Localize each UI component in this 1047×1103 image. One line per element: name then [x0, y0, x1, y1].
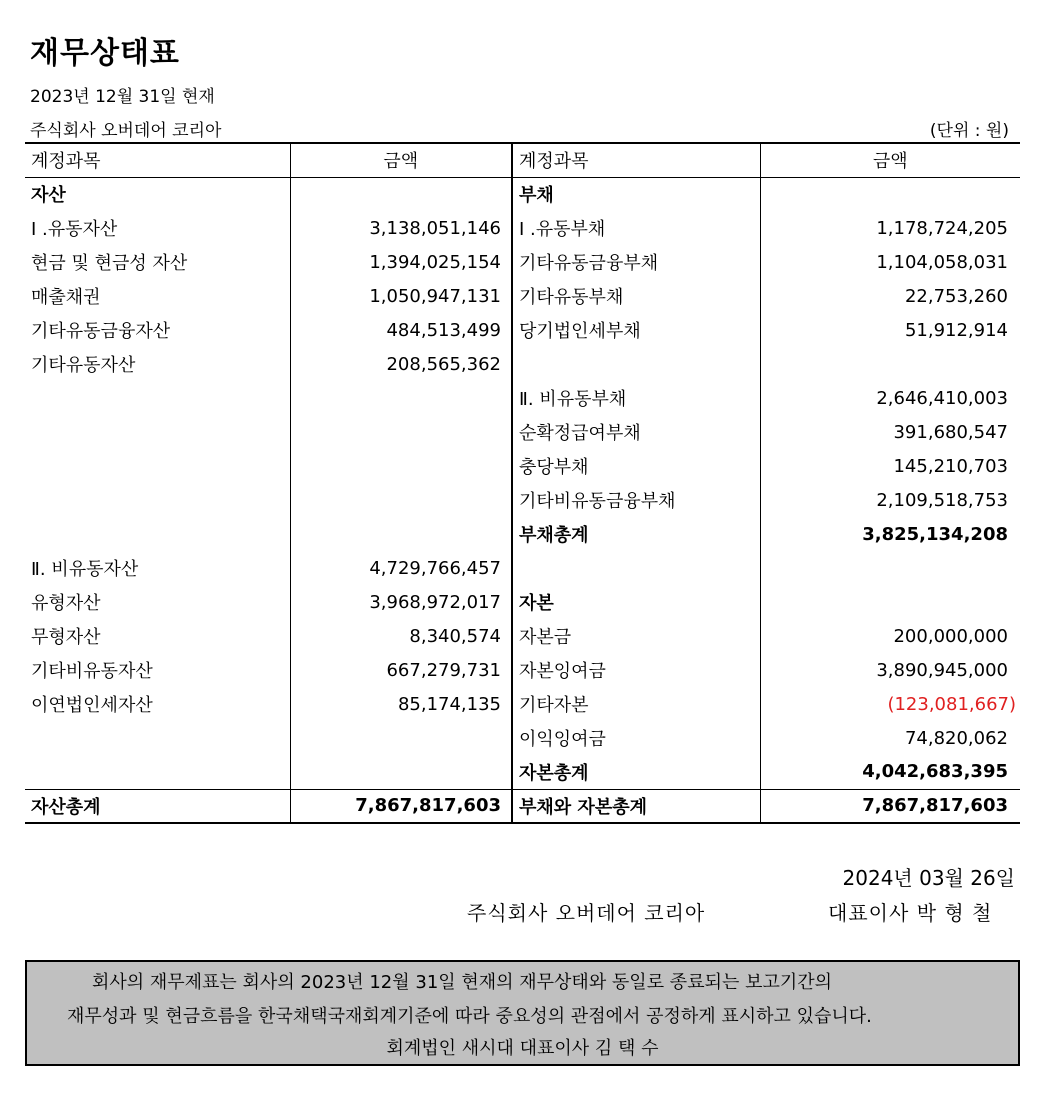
auditor-opinion-line: 재무성과 및 현금흐름을 한국채택국재회계기준에 따라 중요성의 관점에서 공정하게 표시하고 있습니다. — [67, 1006, 872, 1027]
grand-total-row — [25, 789, 1020, 823]
asset-item-value: 8,340,574 — [290, 619, 512, 653]
liability-item-label: 기타유동금융부채 — [512, 245, 760, 279]
equity-total-value: 4,042,683,395 — [760, 755, 1020, 789]
asset-item-label: 이연법인세자산 — [31, 695, 153, 716]
section-assets: 자산 — [31, 185, 66, 207]
section-liabilities: 부채 — [512, 177, 760, 211]
table-row — [25, 585, 1020, 619]
table-row — [25, 551, 1020, 585]
asset-item-value: 3,968,972,017 — [290, 585, 512, 619]
asset-item-value: 208,565,362 — [290, 347, 512, 381]
current-liabilities-label: Ⅰ .유동부채 — [512, 211, 760, 245]
equity-item-label: 자본잉여금 — [512, 653, 760, 687]
current-assets-value: 3,138,051,146 — [290, 211, 512, 245]
table-row — [25, 517, 1020, 551]
table-row — [25, 347, 1020, 381]
company-name: 주식회사 오버데어 코리아 — [30, 121, 222, 141]
auditor-opinion-box — [25, 960, 1020, 1066]
table-row — [25, 449, 1020, 483]
liabilities-equity-total-label: 부채와 자본총계 — [512, 789, 760, 823]
auditor-signature: 회계법인 새시대 대표이사 김 택 수 — [386, 1038, 659, 1059]
asset-item-label: 기타유동금융자산 — [31, 321, 171, 342]
asset-item-label: 매출채권 — [31, 287, 101, 308]
liability-item-label: 당기법인세부채 — [512, 313, 760, 347]
noncurrent-liabilities-value: 2,646,410,003 — [760, 381, 1020, 415]
table-row — [25, 755, 1020, 789]
current-assets-label: Ⅰ .유동자산 — [31, 219, 118, 240]
table-row — [25, 313, 1020, 347]
assets-total-value: 7,867,817,603 — [290, 789, 512, 823]
table-row — [25, 483, 1020, 517]
liability-item-label: 충당부채 — [512, 449, 760, 483]
table-row — [25, 721, 1020, 755]
report-date: 2023년 12월 31일 현재 — [30, 87, 215, 107]
equity-item-value: 200,000,000 — [760, 619, 1020, 653]
liability-item-value: 391,680,547 — [760, 415, 1020, 449]
equity-item-value-negative: (123,081,667) — [760, 687, 1020, 721]
liability-item-value: 51,912,914 — [760, 313, 1020, 347]
liability-item-label: 기타비유동금융부채 — [512, 483, 760, 517]
liability-item-value: 2,109,518,753 — [760, 483, 1020, 517]
section-equity: 자본 — [512, 585, 760, 619]
liability-item-value: 145,210,703 — [760, 449, 1020, 483]
asset-item-value: 484,513,499 — [290, 313, 512, 347]
table-row — [25, 279, 1020, 313]
equity-item-label: 자본금 — [512, 619, 760, 653]
liability-item-label: 순확정급여부채 — [512, 415, 760, 449]
equity-item-value: 3,890,945,000 — [760, 653, 1020, 687]
column-header-amount-left: 금액 — [290, 143, 512, 177]
column-header-account-right: 계정과목 — [512, 143, 760, 177]
noncurrent-assets-label: Ⅱ. 비유동자산 — [31, 559, 139, 580]
table-row — [25, 619, 1020, 653]
table-row — [25, 245, 1020, 279]
signature-date: 2024년 03월 26일 — [842, 866, 1015, 890]
page-title: 재무상태표 — [30, 36, 180, 71]
table-row — [25, 687, 1020, 721]
liability-item-label: 기타유동부채 — [512, 279, 760, 313]
asset-item-value: 85,174,135 — [290, 687, 512, 721]
asset-item-value: 1,394,025,154 — [290, 245, 512, 279]
signature-company: 주식회사 오버데어 코리아 — [467, 901, 706, 925]
liability-item-value: 1,104,058,031 — [760, 245, 1020, 279]
liabilities-equity-total-value: 7,867,817,603 — [760, 789, 1020, 823]
equity-item-value: 74,820,062 — [760, 721, 1020, 755]
auditor-opinion-line: 회사의 재무제표는 회사의 2023년 12월 31일 현재의 재무상태와 동일로 종료되는 보고기간의 — [92, 972, 833, 993]
table-row — [25, 653, 1020, 687]
liability-item-value: 22,753,260 — [760, 279, 1020, 313]
table-row — [25, 177, 1020, 211]
currency-unit: (단위 : 원) — [929, 121, 1009, 141]
table-row — [25, 211, 1020, 245]
liabilities-total-value: 3,825,134,208 — [760, 517, 1020, 551]
table-row — [25, 381, 1020, 415]
asset-item-label: 무형자산 — [31, 627, 101, 648]
asset-item-label: 유형자산 — [31, 593, 101, 614]
equity-item-label: 기타자본 — [512, 687, 760, 721]
asset-item-value: 667,279,731 — [290, 653, 512, 687]
balance-sheet-table — [25, 142, 1020, 824]
table-row — [25, 415, 1020, 449]
asset-item-label: 기타비유동자산 — [31, 661, 153, 682]
assets-total-label: 자산총계 — [31, 796, 101, 818]
liabilities-total-label: 부채총계 — [512, 517, 760, 551]
equity-total-label: 자본총계 — [512, 755, 760, 789]
asset-item-value: 1,050,947,131 — [290, 279, 512, 313]
column-header-amount-right: 금액 — [760, 143, 1020, 177]
current-liabilities-value: 1,178,724,205 — [760, 211, 1020, 245]
noncurrent-liabilities-label: Ⅱ. 비유동부채 — [512, 381, 760, 415]
asset-item-label: 현금 및 현금성 자산 — [31, 253, 188, 274]
noncurrent-assets-value: 4,729,766,457 — [290, 551, 512, 585]
signature-ceo: 대표이사 박 형 철 — [828, 901, 993, 925]
asset-item-label: 기타유동자산 — [31, 355, 136, 376]
table-header-row — [25, 143, 1020, 177]
column-header-account-left: 계정과목 — [31, 151, 101, 173]
equity-item-label: 이익잉여금 — [512, 721, 760, 755]
